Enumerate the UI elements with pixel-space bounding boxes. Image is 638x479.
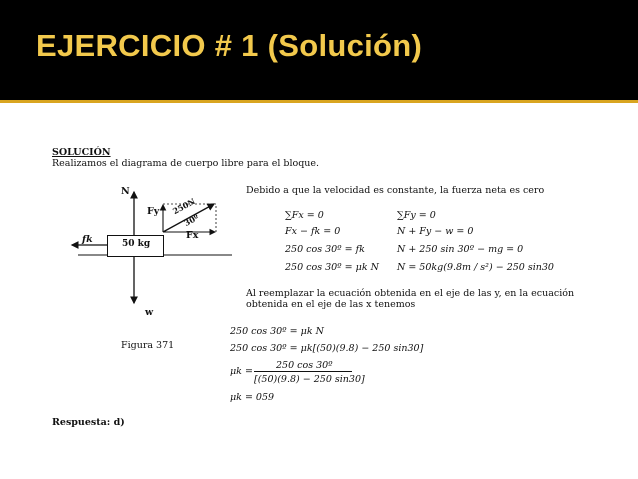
eq-right-3: N + 250 sin 30º − mg = 0: [397, 244, 524, 255]
intro-text: Realizamos el diagrama de cuerpo libre para el bloque.: [52, 158, 320, 169]
paragraph-line-2: obtenida en el eje de las x tenemos: [246, 299, 416, 310]
statement-text: Debido a que la velocidad es constante, la fuerza neta es cero: [246, 185, 545, 196]
force-label: 250N: [170, 196, 197, 217]
eq-right-1: ∑Fy = 0: [397, 210, 436, 221]
result-line: μk = 059: [230, 392, 275, 403]
block-mass-label: 50 kg: [122, 239, 151, 249]
eq-left-2: Fx − fk = 0: [285, 226, 341, 237]
fraction-bar: [254, 371, 352, 372]
step-line-2: 250 cos 30º = μk[(50)(9.8) − 250 sin30]: [230, 343, 424, 354]
eq-left-4: 250 cos 30º = μk N: [285, 262, 379, 273]
fy-label: Fy: [147, 206, 160, 217]
eq-right-2: N + Fy − w = 0: [397, 226, 474, 237]
answer-text: Respuesta: d): [52, 417, 125, 428]
fraction-numerator: 250 cos 30º: [276, 360, 333, 371]
angle-label: 30º: [182, 212, 201, 229]
normal-label: N: [121, 186, 130, 197]
step-line-1: 250 cos 30º = μk N: [230, 326, 324, 337]
mu-label: μk =: [230, 366, 253, 377]
friction-label: fk: [82, 234, 93, 245]
fraction-denominator: [(50)(9.8) − 250 sin30]: [254, 374, 365, 385]
eq-left-3: 250 cos 30º = fk: [285, 244, 365, 255]
eq-left-1: ∑Fx = 0: [285, 210, 324, 221]
paragraph-line-1: Al reemplazar la ecuación obtenida en el eje de las y, en la ecuación: [246, 288, 575, 299]
slide-title: EJERCICIO # 1 (Solución): [36, 28, 423, 63]
solution-heading: SOLUCIÓN: [52, 147, 111, 158]
figure-caption: Figura 371: [121, 340, 175, 351]
fx-label: Fx: [186, 230, 199, 241]
weight-label: w: [145, 307, 154, 318]
eq-right-4: N = 50kg(9.8m / s²) − 250 sin30: [397, 262, 554, 273]
